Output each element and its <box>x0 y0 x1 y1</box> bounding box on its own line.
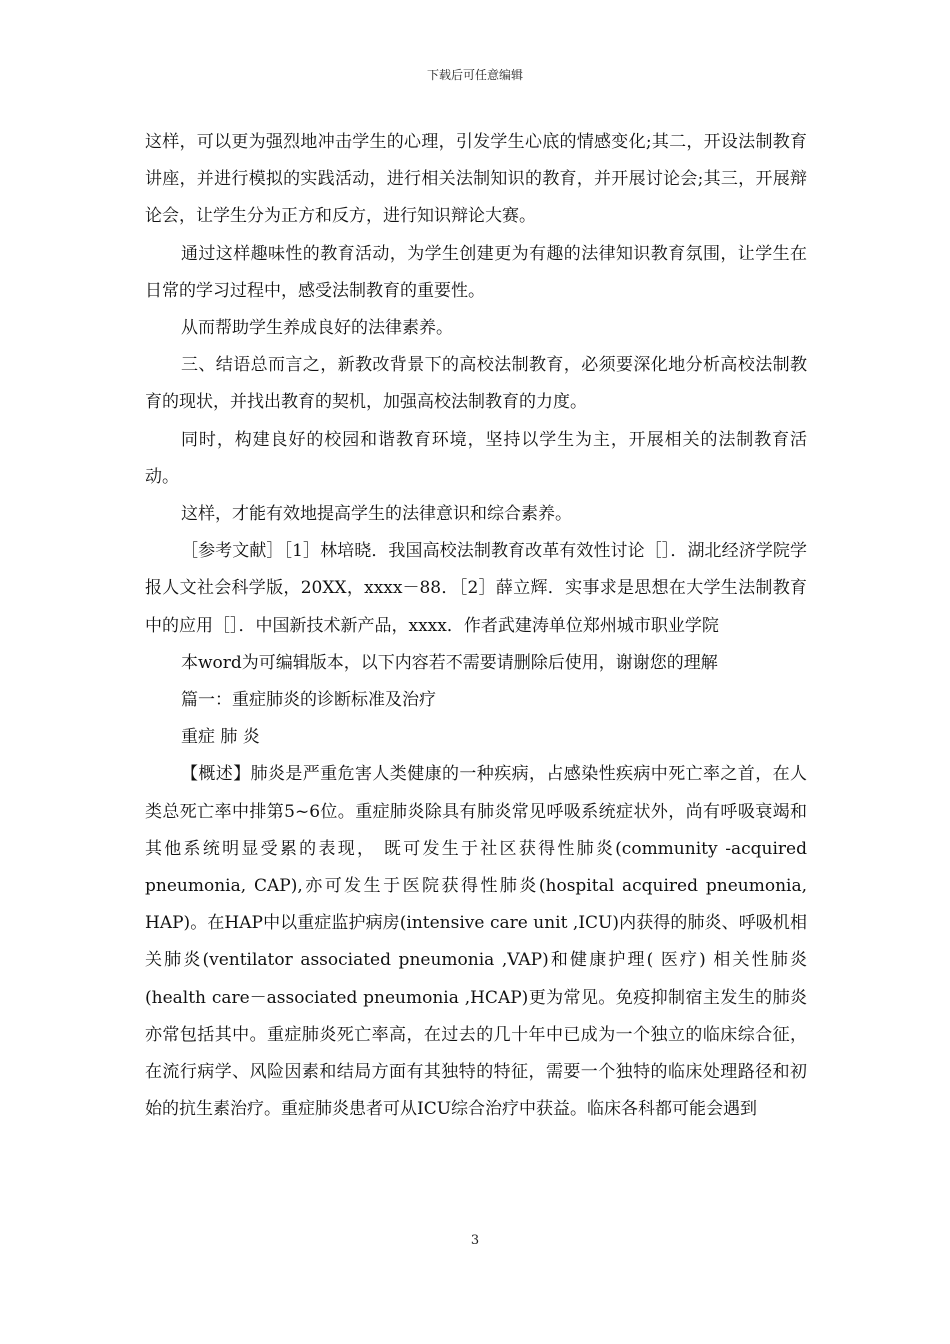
paragraph-conclusion: 三、结语总而言之，新教改背景下的高校法制教育，必须要深化地分析高校法制教育的现状，并找出教育的契机，加强高校法制教育的力度。 <box>145 355 807 413</box>
section-title: 篇一：重症肺炎的诊断标准及治疗 <box>181 690 436 711</box>
references: ［参考文献］［1］林培晓．我国高校法制教育改革有效性讨论［］．湖北经济学院学报人文社会科学版，20XX，xxxx－88．［2］薛立辉．实事求是思想在大学生法制教育中的应用［］．中国新技术新产品，xxxx．作者武建涛单位郑州城市职业学院 <box>145 541 807 636</box>
paragraph: 从而帮助学生养成良好的法律素养。 <box>181 318 453 339</box>
overview-paragraph: 【概述】肺炎是严重危害人类健康的一种疾病，占感染性疾病中死亡率之首，在人类总死亡率中排第5~6位。重症肺炎除具有肺炎常见呼吸系统症状外，尚有呼吸衰竭和其他系统明显受累的表现， 既可发生于社区获得性肺炎(community -acquired pneumonia, CAP),亦可发生于医院获得性肺炎(hospital acquired pneumonia, HAP)。在HAP中以重症监护病房(intensive care unit ,ICU)内获得的肺炎、呼吸机相关肺炎(ventilator associated pneumonia ,VAP)和健康护理( 医疗) 相关性肺炎(health care－associated pneumonia ,HCAP)更为常见。免疫抑制宿主发生的肺炎亦常包括其中。重症肺炎死亡率高，在过去的几十年中已成为一个独立的临床综合征，在流行病学、风险因素和结局方面有其独特的特征，需要一个独特的临床处理路径和初始的抗生素治疗。重症肺炎患者可从ICU综合治疗中获益。临床各科都可能会遇到 <box>145 764 807 1120</box>
page-number: 3 <box>470 1233 480 1248</box>
page-header: 下载后可任意编辑 <box>426 68 523 82</box>
paragraph-continued: 这样，可以更为强烈地冲击学生的心理，引发学生心底的情感变化;其二，开设法制教育讲座，并进行模拟的实践活动，进行相关法制知识的教育，并开展讨论会;其三，开展辩论会，让学生分为正方和反方，进行知识辩论大赛。 <box>145 132 807 227</box>
paragraph: 同时，构建良好的校园和谐教育环境，坚持以学生为主，开展相关的法制教育活动。 <box>145 429 807 487</box>
paragraph: 这样，才能有效地提高学生的法律意识和综合素养。 <box>181 504 572 525</box>
subsection-title: 重症 肺 炎 <box>181 727 260 748</box>
paragraph: 通过这样趣味性的教育活动，为学生创建更为有趣的法律知识教育氛围，让学生在日常的学习过程中，感受法制教育的重要性。 <box>145 243 807 301</box>
editable-notice: 本word为可编辑版本，以下内容若不需要请删除后使用，谢谢您的理解 <box>181 652 718 673</box>
document-body <box>145 124 807 1128</box>
